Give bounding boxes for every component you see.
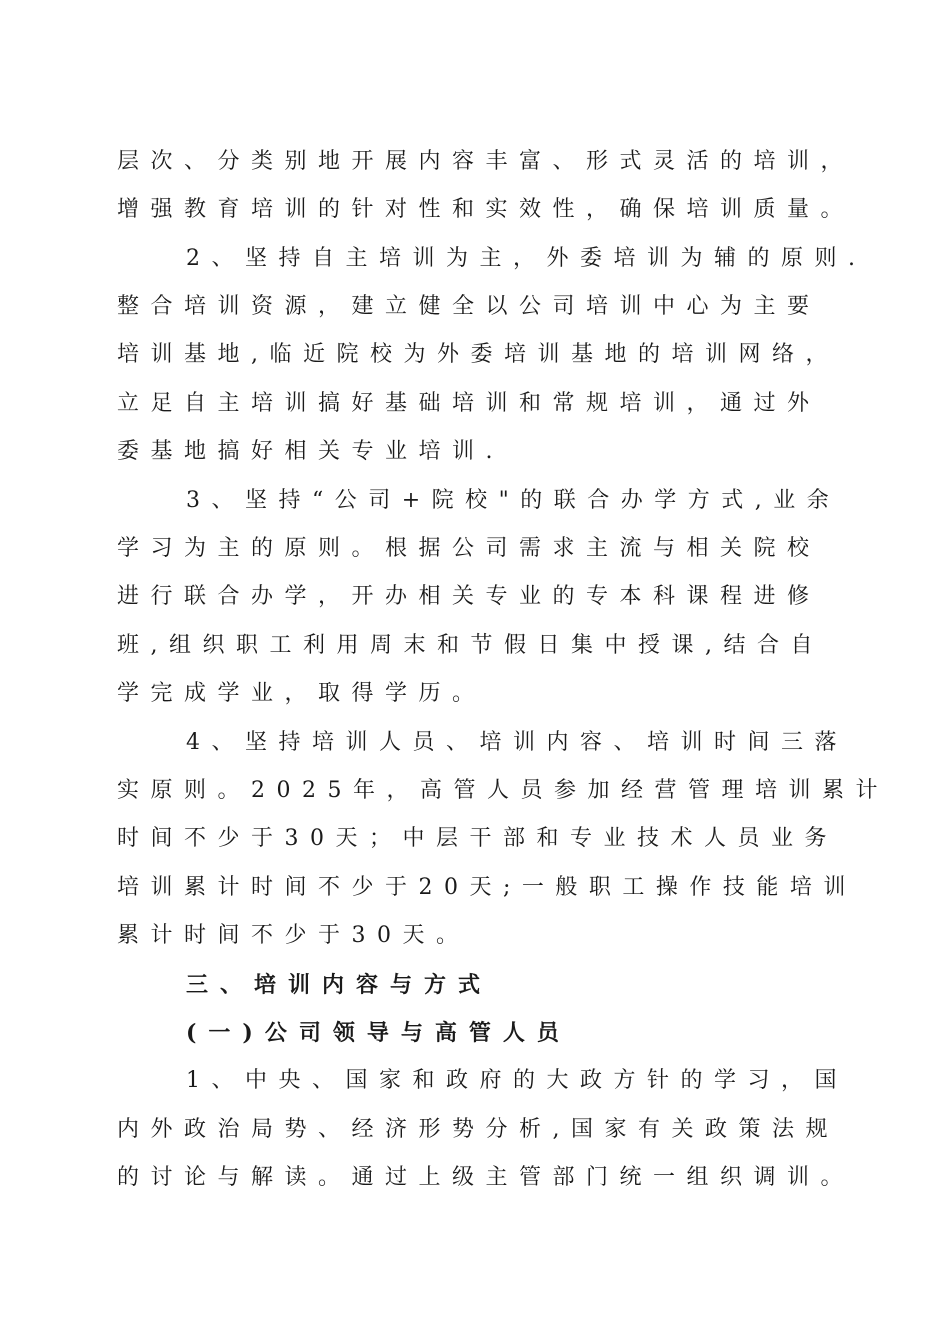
body-line: 实原则。2025年，高管人员参加经营管理培训累计 xyxy=(117,778,889,803)
body-line: 内外政治局势、经济形势分析,国家有关政策法规 xyxy=(117,1117,839,1142)
paragraph-start-line: 2、坚持自主培训为主，外委培训为辅的原则. xyxy=(186,246,867,271)
subsection-heading: (一)公司领导与高管人员 xyxy=(186,1020,571,1046)
body-line: 学习为主的原则。根据公司需求主流与相关院校 xyxy=(117,536,821,561)
body-line: 时间不少于30天；中层干部和专业技术人员业务 xyxy=(117,826,838,851)
paragraph-start-line: 3、坚持“公司+院校"的联合办学方式,业余 xyxy=(186,488,841,513)
paragraph-start-line: 1、中央、国家和政府的大政方针的学习，国 xyxy=(186,1068,848,1093)
body-line: 培训基地,临近院校为外委培训基地的培训网络， xyxy=(117,342,839,367)
section-heading: 三、培训内容与方式 xyxy=(186,972,493,998)
body-line: 进行联合办学，开办相关专业的专本科课程进修 xyxy=(117,584,821,609)
paragraph-start-line: 4、坚持培训人员、培训内容、培训时间三落 xyxy=(186,730,848,755)
body-line: 层次、分类别地开展内容丰富、形式灵活的培训， xyxy=(117,149,855,174)
body-line: 累计时间不少于30天。 xyxy=(117,923,470,948)
body-line: 整合培训资源，建立健全以公司培训中心为主要 xyxy=(117,294,821,319)
body-line: 增强教育培训的针对性和实效性，确保培训质量。 xyxy=(117,197,855,222)
body-line: 的讨论与解读。通过上级主管部门统一组织调训。 xyxy=(117,1165,855,1190)
body-line: 学完成学业，取得学历。 xyxy=(117,681,486,706)
body-line: 立足自主培训搞好基础培训和常规培训，通过外 xyxy=(117,391,821,416)
body-line: 培训累计时间不少于20天;一般职工操作技能培训 xyxy=(117,875,857,900)
body-line: 委基地搞好相关专业培训. xyxy=(117,439,504,464)
body-line: 班,组织职工利用周末和节假日集中授课,结合自 xyxy=(117,633,824,658)
